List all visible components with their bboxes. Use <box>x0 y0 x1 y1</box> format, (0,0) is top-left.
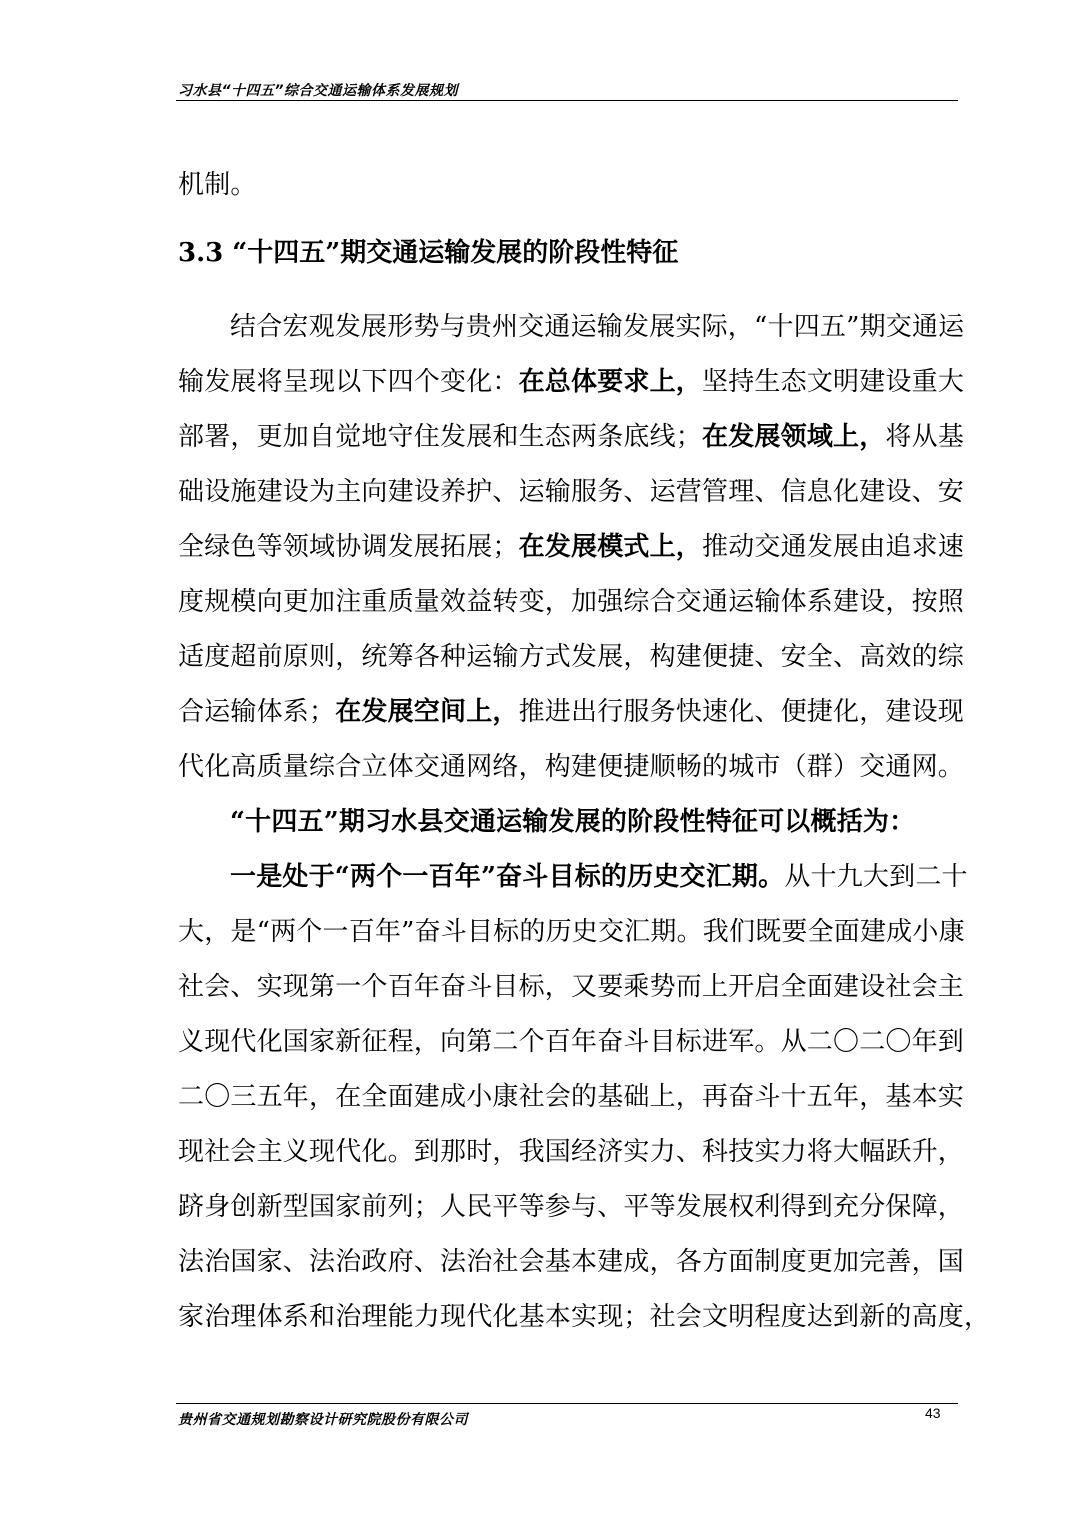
text-line <box>178 850 968 905</box>
text-line: 机制。 <box>178 170 257 200</box>
text-line <box>178 355 965 410</box>
emphasis-total-requirements: 在总体要求上， <box>518 367 703 397</box>
emphasis-development-field: 在发展领域上， <box>702 422 886 452</box>
paragraph-historic-period <box>178 850 991 1345</box>
text-line: 义现代化国家新征程，向第二个百年奋斗目标进军。从二〇二〇年到 <box>178 1027 965 1057</box>
text-run: 推动交通发展由追求速 <box>702 532 965 562</box>
text-line: 大，是“两个一百年”奋斗目标的历史交汇期。我们既要全面建成小康 <box>178 917 965 947</box>
emphasis-development-mode: 在发展模式上， <box>518 532 703 562</box>
footer-divider <box>176 1403 958 1404</box>
text-run: 将从基 <box>885 422 965 452</box>
page-number: 43 <box>925 1405 941 1421</box>
text-line: 础设施建设为主向建设养护、运输服务、运营管理、信息化建设、安 <box>178 477 965 507</box>
document-body <box>178 158 991 1345</box>
paragraph-overview <box>178 300 965 795</box>
text-line: 社会、实现第一个百年奋斗目标，又要乘势而上开启全面建设社会主 <box>178 972 965 1002</box>
text-run: 输发展将呈现以下四个变化： <box>178 367 519 397</box>
text-line <box>178 685 965 740</box>
footer-company-name: 贵州省交通规划勘察设计研究院股份有限公司 <box>178 1412 468 1428</box>
header-divider <box>176 100 958 101</box>
text-line <box>178 520 965 575</box>
paragraph-summary-lead: “十四五”期习水县交通运输发展的阶段性特征可以概括为： <box>230 807 916 837</box>
emphasis-development-space: 在发展空间上， <box>335 697 519 727</box>
text-line <box>178 410 965 465</box>
text-run: 部署，更加自觉地守住发展和生态两条底线； <box>178 422 703 452</box>
running-header-title: 习水县“十四五”综合交通运输体系发展规划 <box>178 83 459 99</box>
text-run: 合运输体系； <box>178 697 336 727</box>
text-line: 家治理体系和治理能力现代化基本实现；社会文明程度达到新的高度， <box>178 1302 991 1332</box>
text-run: 推进出行服务快速化、便捷化，建设现 <box>518 697 965 727</box>
text-line: 现社会主义现代化。到那时，我国经济实力、科技实力将大幅跃升， <box>178 1137 965 1167</box>
text-line: 跻身创新型国家前列；人民平等参与、平等发展权利得到充分保障， <box>178 1192 965 1222</box>
text-run: 坚持生态文明建设重大 <box>702 367 965 397</box>
emphasis-point-one: 一是处于“两个一百年”奋斗目标的历史交汇期。 <box>230 862 785 892</box>
text-line: 适度超前原则，统筹各种运输方式发展，构建便捷、安全、高效的综 <box>178 642 965 672</box>
text-line: 二〇三五年，在全面建成小康社会的基础上，再奋斗十五年，基本实 <box>178 1082 965 1112</box>
text-line: 结合宏观发展形势与贵州交通运输发展实际，“十四五”期交通运 <box>230 312 965 342</box>
section-heading: 3.3 “十四五”期交通运输发展的阶段性特征 <box>178 238 679 268</box>
text-line: 代化高质量综合立体交通网络，构建便捷顺畅的城市（群）交通网。 <box>178 752 965 782</box>
text-run: 从十九大到二十 <box>784 862 968 892</box>
text-line: 法治国家、法治政府、法治社会基本建成，各方面制度更加完善，国 <box>178 1247 965 1277</box>
text-run: 全绿色等领域协调发展拓展； <box>178 532 519 562</box>
text-line: 度规模向更加注重质量效益转变，加强综合交通运输体系建设，按照 <box>178 587 965 617</box>
